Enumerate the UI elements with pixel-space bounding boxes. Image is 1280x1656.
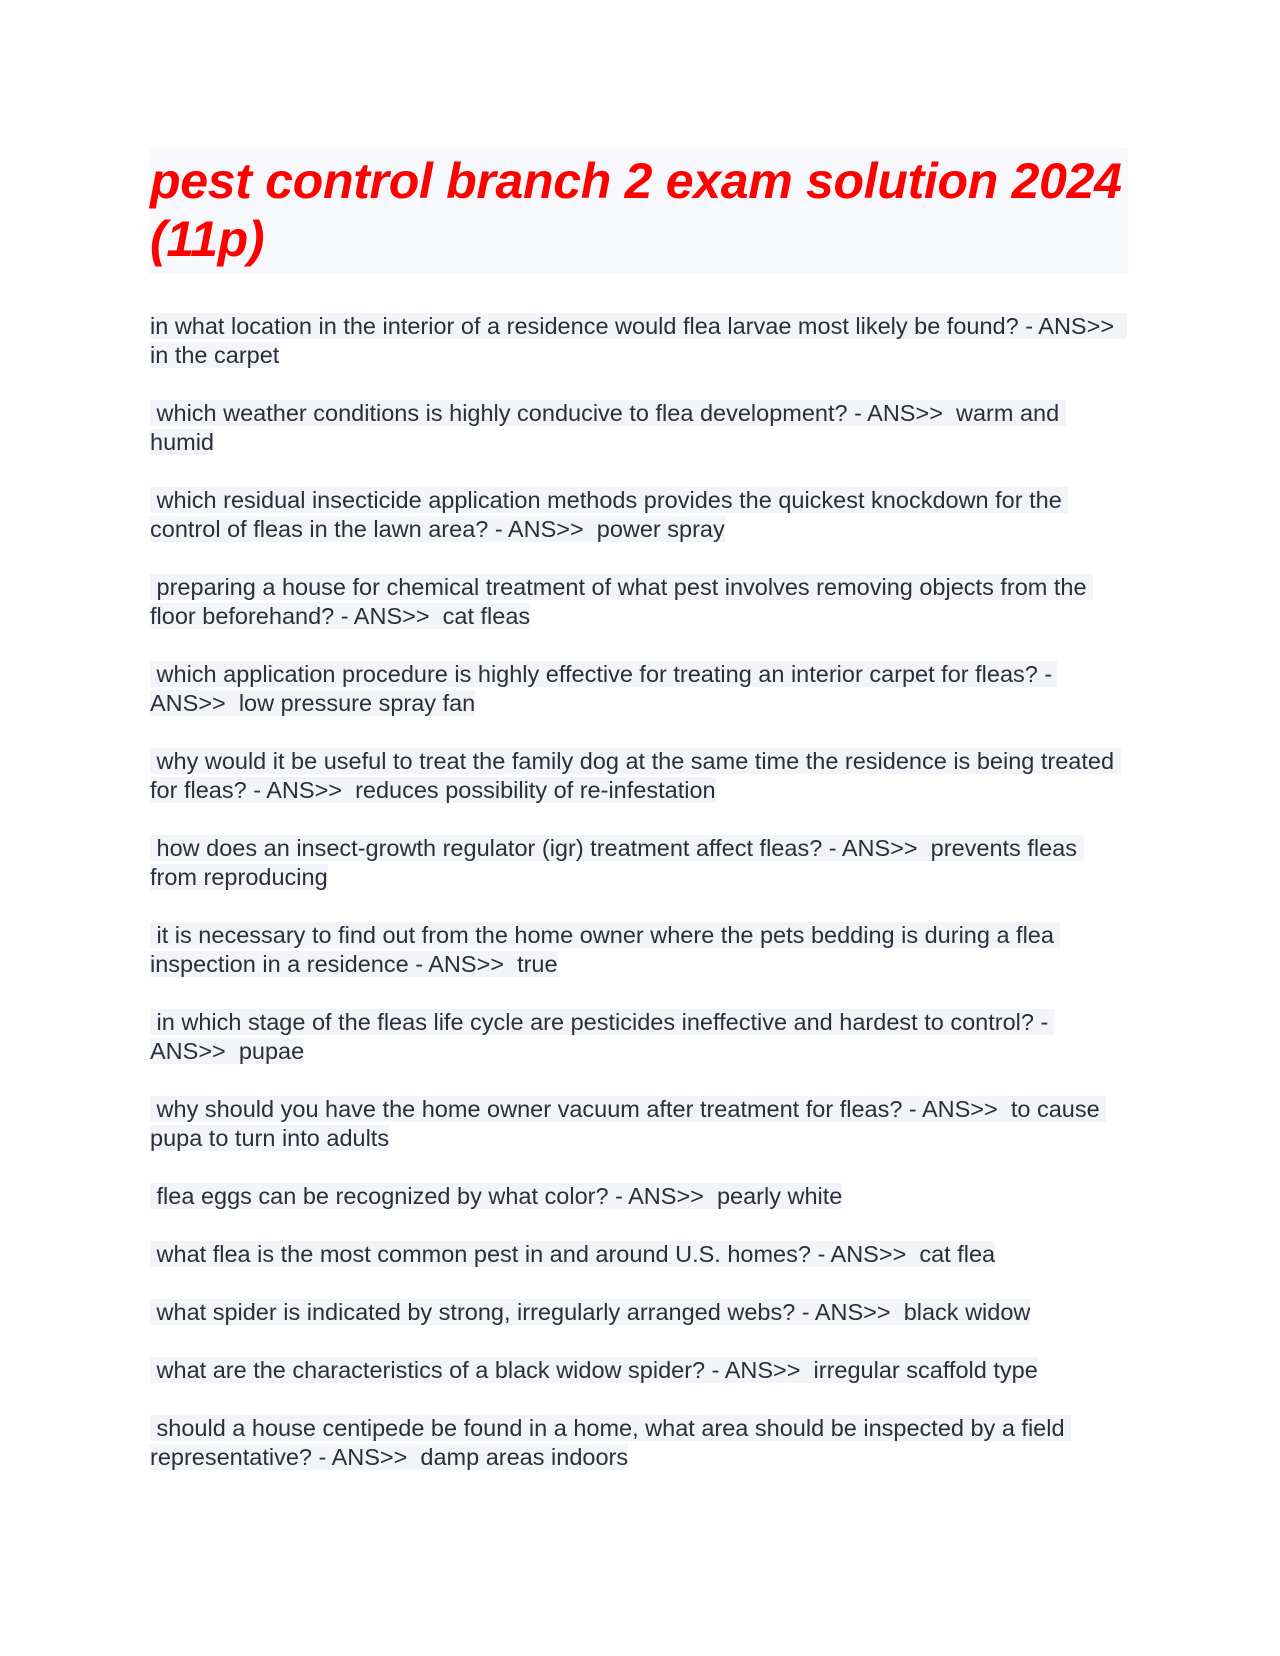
qa-item [150,1182,1128,1211]
qa-item [150,1414,1128,1472]
qa-item [150,573,1128,631]
qa-text: in which stage of the fleas life cycle are pesticides ineffective and hardest to control? - ANS>> pupae [150,1009,1054,1064]
qa-item [150,1356,1128,1385]
qa-item [150,747,1128,805]
qa-text: how does an insect-growth regulator (igr) treatment affect fleas? - ANS>> prevents fleas from reproducing [150,835,1084,890]
qa-item [150,834,1128,892]
qa-text: in what location in the interior of a residence would flea larvae most likely be found? - ANS>> in the carpet [150,313,1128,368]
qa-item [150,660,1128,718]
qa-text: what are the characteristics of a black widow spider? - ANS>> irregular scaffold type [150,1357,1038,1383]
qa-text: which weather conditions is highly conducive to flea development? - ANS>> warm and humid [150,400,1066,455]
title-block [150,148,1128,274]
qa-item [150,486,1128,544]
qa-text: why should you have the home owner vacuum after treatment for fleas? - ANS>> to cause pupa to turn into adults [150,1096,1107,1151]
qa-text: why would it be useful to treat the family dog at the same time the residence is being treated for fleas? - ANS>> reduces possibility of re-infestation [150,748,1121,803]
qa-item [150,399,1128,457]
qa-text: preparing a house for chemical treatment of what pest involves removing objects from the floor beforehand? - ANS>> cat fleas [150,574,1094,629]
qa-text: what spider is indicated by strong, irregularly arranged webs? - ANS>> black widow [150,1299,1031,1325]
qa-item [150,1008,1128,1066]
qa-item [150,1298,1128,1327]
document-page [150,148,1128,1501]
qa-text: flea eggs can be recognized by what color? - ANS>> pearly white [150,1183,843,1209]
qa-item [150,1240,1128,1269]
qa-text: what flea is the most common pest in and around U.S. homes? - ANS>> cat flea [150,1241,996,1267]
page-title: pest control branch 2 exam solution 2024 (11p) [150,153,1122,267]
qa-text: which residual insecticide application methods provides the quickest knockdown for the control of fleas in the lawn area? - ANS>> power spray [150,487,1069,542]
qa-text: it is necessary to find out from the home owner where the pets bedding is during a flea inspection in a residence - ANS>> true [150,922,1061,977]
qa-item [150,1095,1128,1153]
qa-item [150,312,1128,370]
qa-text: should a house centipede be found in a home, what area should be inspected by a field representative? - ANS>> damp areas indoors [150,1415,1072,1470]
qa-list [150,312,1128,1472]
qa-item [150,921,1128,979]
qa-text: which application procedure is highly effective for treating an interior carpet for fleas? - ANS>> low pressure spray fan [150,661,1058,716]
